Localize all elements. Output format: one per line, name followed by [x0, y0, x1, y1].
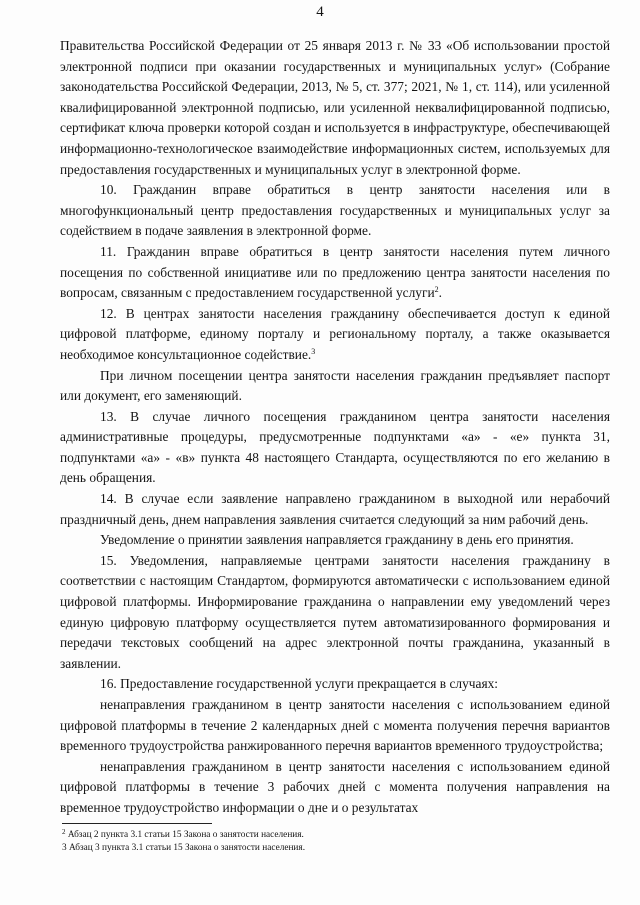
footnote-text: 3 Абзац 3 пункта 3.1 статьи 15 Закона о занятости населения.: [62, 842, 306, 853]
footnote-divider: [62, 823, 212, 824]
paragraph-text: ненаправления гражданином в центр занятости населения с использованием единой цифровой платформы в течение 3 рабочих дней с момента получения направления на временное трудоустройство информации о дне и о результатах: [60, 758, 610, 815]
paragraph: [60, 757, 610, 819]
paragraph: [60, 695, 610, 757]
paragraph: [60, 407, 610, 489]
paragraph-text: 11. Гражданин вправе обратиться в центр занятости населения путем личного посещения по собственной инициативе или по предложению центра занятости населения по вопросам, связанным с предоставлением государственной услуги: [60, 243, 610, 301]
paragraph: [60, 366, 610, 407]
footnotes: [62, 829, 602, 854]
paragraph: [60, 530, 610, 551]
footnote: [62, 842, 602, 855]
paragraph-text: 14. В случае если заявление направлено гражданином в выходной или нерабочий праздничный день, днем направления заявления считается следующий за ним рабочий день.: [60, 491, 610, 527]
paragraph: [60, 242, 610, 304]
paragraph-text: 10. Гражданин вправе обратиться в центр занятости населения или в многофункциональный центр предоставления государственных и муниципальных услуг за содействием в подаче заявления в электронной форме.: [60, 182, 610, 239]
footnote-ref: 3: [311, 346, 316, 356]
paragraph-tail: .: [438, 285, 443, 301]
paragraph: [60, 36, 610, 180]
paragraph-text: 16. Предоставление государственной услуги прекращается в случаях:: [100, 676, 499, 692]
paragraph: [60, 674, 610, 695]
paragraph-text: Правительства Российской Федерации от 25 января 2013 г. № 33 «Об использовании простой электронной подписи при оказании государственных и муниципальных услуг» (Собрание законодательства Российской Федерации, 2013, № 5, ст. 377; 2021, № 1, ст. 114), или усиленной квалифицированной электронной подписью, или усиленной неквалифицированной подписью, сертификат ключа проверки которой создан и используется в инфраструктуре, обеспечивающей информационно-технологическое взаимодействие информационных систем, используемых для предоставления государственных и муниципальных услуг в электронной форме.: [60, 38, 610, 177]
paragraph-text: 12. В центрах занятости населения гражданину обеспечивается доступ к единой цифровой платформе, единому порталу и региональному порталу, а также оказывается необходимое консультационное содействие.: [60, 305, 610, 362]
footnote-mark: 2: [62, 828, 66, 836]
paragraph-text: 13. В случае личного посещения гражданином центра занятости населения административные процедуры, предусмотренные подпунктами «а» - «е» пункта 31, подпунктами «а» - «в» пункта 48 настоящего Стандарта, осуществляются по его желанию в день обращения.: [60, 408, 610, 486]
paragraph: [60, 551, 610, 675]
paragraph: [60, 180, 610, 242]
paragraph-text: При личном посещении центра занятости населения гражданин предъявляет паспорт или документ, его заменяющий.: [60, 367, 610, 404]
document-body: [60, 36, 610, 819]
footnote-text: Абзац 2 пункта 3.1 статьи 15 Закона о занятости населения.: [65, 830, 304, 840]
footnote-ref: 2: [434, 285, 439, 295]
paragraph: [60, 304, 610, 366]
paragraph: [60, 489, 610, 530]
footnote: [62, 829, 602, 842]
paragraph-text: 15. Уведомления, направляемые центрами занятости населения гражданину в соответствии с настоящим Стандартом, формируются автоматически с использованием единой цифровой платформы. Информирование гражданина о направлении ему уведомлений через единую цифровую платформу осуществляется путем автоматизированного формирования и передачи текстовых сообщений на адрес электронной почты гражданина, указанный в заявлении.: [60, 552, 610, 671]
page-number: 4: [316, 4, 324, 20]
paragraph-text: Уведомление о принятии заявления направляется гражданину в день его принятия.: [100, 532, 574, 548]
paragraph-text: ненаправления гражданином в центр занятости населения с использованием единой цифровой платформы в течение 2 календарных дней с момента получения перечня вариантов временного трудоустройства ранжированного перечня вариантов временного трудоустройства;: [60, 697, 610, 754]
